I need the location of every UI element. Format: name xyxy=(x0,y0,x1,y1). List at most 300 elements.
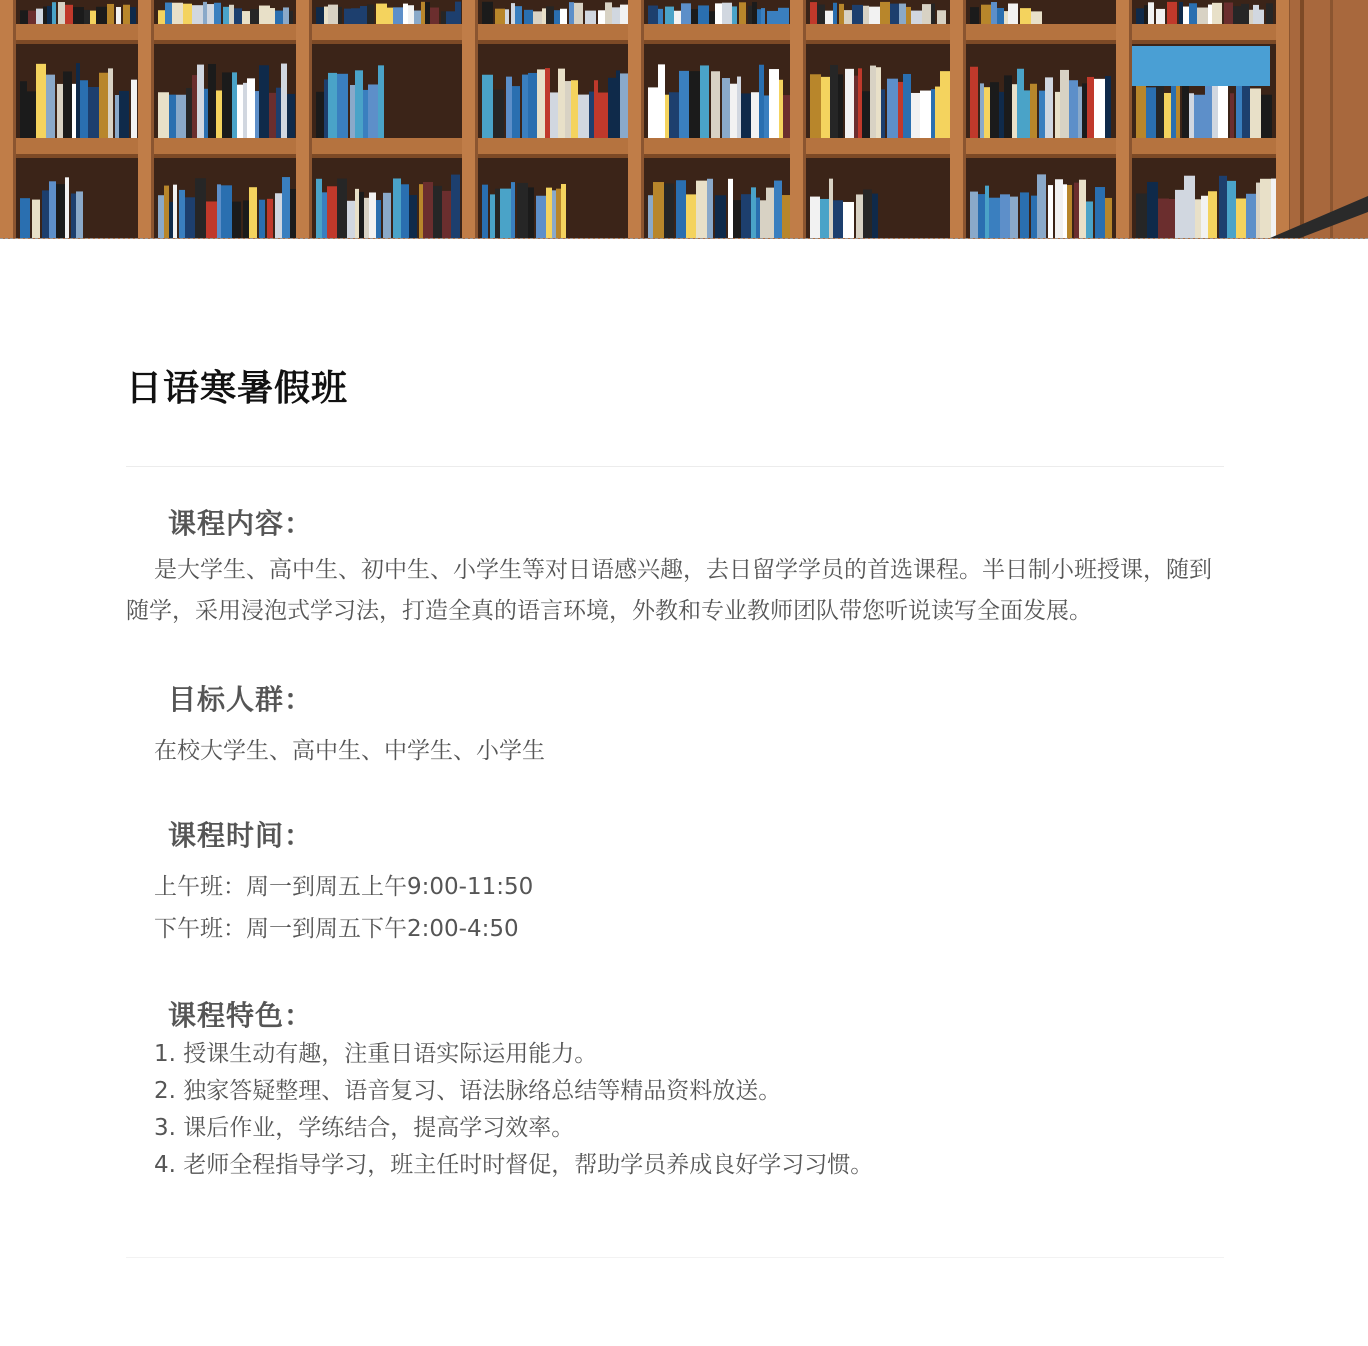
book-spine xyxy=(935,87,940,138)
book-spine xyxy=(195,178,206,238)
book-spine xyxy=(872,194,878,238)
book-spine xyxy=(255,91,259,138)
book-spine xyxy=(691,9,698,24)
book-spine xyxy=(709,11,715,24)
book-spine xyxy=(1055,92,1060,138)
book-spine xyxy=(347,201,355,238)
book-spine xyxy=(316,92,324,138)
book-spine xyxy=(761,8,765,24)
book-spine xyxy=(858,68,862,138)
book-spine xyxy=(131,80,137,138)
book-spine xyxy=(1045,77,1053,138)
book-spine xyxy=(1094,79,1105,138)
shelf-board-shadow xyxy=(0,154,1368,158)
book-spine xyxy=(1030,84,1037,138)
hero-bookshelf-image xyxy=(0,0,1368,239)
book-spine xyxy=(222,72,232,138)
book-spine xyxy=(115,95,119,138)
book-spine xyxy=(123,5,130,24)
book-spine xyxy=(558,69,565,138)
book-spine xyxy=(722,3,732,24)
shelf-divider-shadow xyxy=(475,0,478,238)
book-spine xyxy=(1078,87,1082,138)
book-spine xyxy=(616,70,620,138)
book-spine xyxy=(589,92,594,138)
book-spine xyxy=(1004,75,1012,138)
book-spine xyxy=(46,75,55,138)
book-spine xyxy=(322,192,327,238)
book-spine xyxy=(169,202,173,238)
book-spine xyxy=(1020,192,1029,238)
book-spine xyxy=(281,64,287,138)
book-spine xyxy=(414,11,421,24)
side-wall-grain xyxy=(1300,0,1304,238)
book-spine xyxy=(728,179,733,238)
book-spine xyxy=(1105,76,1111,138)
book-spine xyxy=(1260,179,1271,238)
book-spine xyxy=(1167,2,1177,24)
book-spine xyxy=(324,7,328,24)
book-spine xyxy=(116,7,121,24)
book-spine xyxy=(324,79,328,138)
book-spine xyxy=(1105,198,1112,238)
book-spine xyxy=(393,178,401,238)
book-spine xyxy=(546,188,552,238)
book-spine xyxy=(1055,179,1063,238)
shelf-divider-shadow xyxy=(803,0,806,238)
book-spine xyxy=(1176,78,1180,138)
book-spine xyxy=(598,93,608,138)
book-spine xyxy=(533,11,542,24)
book-spine xyxy=(214,3,221,24)
book-spine xyxy=(1233,6,1241,24)
book-spine xyxy=(752,2,757,24)
book-spine xyxy=(20,198,30,238)
book-spine xyxy=(408,5,414,24)
book-spine xyxy=(355,189,359,238)
book-spine xyxy=(810,2,817,24)
book-spine xyxy=(192,5,203,24)
book-spine xyxy=(839,4,844,24)
book-spine xyxy=(337,179,347,238)
book-spine xyxy=(1194,95,1205,138)
book-spine xyxy=(493,90,504,138)
book-spine xyxy=(130,7,136,24)
book-spine xyxy=(700,65,709,138)
book-spine xyxy=(739,2,746,24)
book-spine xyxy=(1136,84,1146,138)
book-spine xyxy=(1230,93,1234,138)
book-spine xyxy=(259,65,269,138)
book-spine xyxy=(715,3,722,24)
book-spine xyxy=(282,177,290,238)
book-spine xyxy=(608,78,616,138)
book-spine xyxy=(545,68,550,138)
book-spine xyxy=(1179,2,1183,24)
book-spine xyxy=(869,7,880,24)
book-spine xyxy=(911,93,920,138)
book-spine xyxy=(1012,84,1017,138)
book-spine xyxy=(522,75,528,138)
book-spine xyxy=(65,177,69,238)
book-spine xyxy=(32,200,40,238)
book-spine xyxy=(387,8,393,24)
book-spine xyxy=(234,8,242,24)
book-spine xyxy=(1261,95,1272,138)
book-spine xyxy=(612,7,620,24)
schedule-afternoon: 下午班：周一到周五下午2:00-4:50 xyxy=(154,916,519,942)
book-spine xyxy=(442,191,451,238)
book-spine xyxy=(1147,182,1158,238)
book-spine xyxy=(1087,77,1094,138)
book-spine xyxy=(676,180,686,238)
book-spine xyxy=(876,67,881,138)
book-spine xyxy=(355,70,363,138)
book-spine xyxy=(378,65,384,138)
book-spine xyxy=(1031,11,1042,24)
section-title-audience: 目标人群： xyxy=(168,683,314,716)
book-spine xyxy=(989,198,1000,238)
book-spine xyxy=(423,182,433,238)
book-spine xyxy=(344,9,351,24)
book-spine xyxy=(940,71,951,138)
book-spine xyxy=(186,88,192,138)
book-spine xyxy=(76,63,80,138)
book-spine xyxy=(52,2,56,24)
shelf-board-shadow xyxy=(0,40,1368,44)
book-spine xyxy=(350,85,355,138)
book-spine xyxy=(737,77,741,138)
book-spine xyxy=(1259,10,1264,24)
book-spine xyxy=(1031,196,1037,238)
book-spine xyxy=(369,192,376,238)
book-spine xyxy=(337,74,348,138)
book-spine xyxy=(843,202,854,238)
book-spine xyxy=(1024,90,1030,138)
book-spine xyxy=(1218,80,1228,138)
book-spine xyxy=(351,8,360,24)
book-spine xyxy=(569,2,574,24)
book-spine xyxy=(276,88,281,138)
book-spine xyxy=(49,181,56,238)
book-spine xyxy=(748,6,752,24)
book-spine xyxy=(316,179,322,238)
book-spine xyxy=(1236,78,1242,138)
section-title-features: 课程特色： xyxy=(168,999,314,1032)
book-spine xyxy=(328,73,337,138)
book-spine xyxy=(779,80,783,138)
book-spine xyxy=(1219,176,1227,238)
book-spine xyxy=(1256,183,1260,238)
book-spine xyxy=(20,81,27,138)
book-spine xyxy=(500,189,511,238)
book-spine xyxy=(674,11,681,24)
book-spine xyxy=(571,80,578,138)
book-spine xyxy=(1156,9,1165,24)
book-spine xyxy=(730,84,737,138)
book-spine xyxy=(20,10,28,24)
book-spine xyxy=(1060,70,1069,138)
book-spine xyxy=(1195,199,1201,238)
list-item: 1. 授课生动有趣，注重日语实际运用能力。 xyxy=(154,1041,598,1067)
book-spine xyxy=(769,69,779,138)
book-spine xyxy=(1069,80,1078,138)
book-spine xyxy=(903,74,911,138)
book-spine xyxy=(99,73,108,138)
book-spine xyxy=(757,9,761,24)
book-spine xyxy=(550,92,558,138)
book-spine xyxy=(821,77,830,138)
book-spine xyxy=(1067,185,1072,238)
book-spine xyxy=(537,69,545,138)
book-spine xyxy=(922,4,931,24)
book-spine xyxy=(1063,184,1067,238)
book-spine xyxy=(997,8,1004,24)
book-spine xyxy=(275,11,283,24)
page-title: 日语寒暑假班 xyxy=(126,368,349,409)
book-spine xyxy=(506,77,512,138)
book-spine xyxy=(338,7,342,24)
book-spine xyxy=(204,89,208,138)
book-spine xyxy=(991,2,997,24)
book-spine xyxy=(172,3,183,24)
book-spine xyxy=(275,193,282,238)
book-spine xyxy=(733,200,741,238)
book-spine xyxy=(192,75,197,138)
book-spine xyxy=(1136,193,1147,238)
book-spine xyxy=(980,83,984,138)
book-spine xyxy=(217,184,221,238)
book-spine xyxy=(854,76,858,138)
book-spine xyxy=(759,65,764,138)
book-spine xyxy=(732,6,737,24)
title-divider xyxy=(126,466,1224,467)
section-title-schedule: 课程时间： xyxy=(168,819,314,852)
book-spine xyxy=(862,91,870,138)
book-spine xyxy=(401,184,409,238)
book-spine xyxy=(1086,201,1093,238)
book-spine xyxy=(360,6,367,24)
book-spine xyxy=(57,84,63,138)
book-spine xyxy=(565,81,571,138)
book-spine xyxy=(574,3,583,24)
book-spine xyxy=(978,194,985,238)
shelf-divider-shadow xyxy=(1129,0,1132,238)
book-spine xyxy=(1208,191,1217,238)
book-spine xyxy=(1250,88,1261,138)
book-spine xyxy=(911,11,922,24)
book-spine xyxy=(984,87,990,138)
book-spine xyxy=(1224,2,1233,24)
book-spine xyxy=(511,3,515,24)
book-spine xyxy=(176,95,186,138)
book-spine xyxy=(1008,3,1018,24)
book-spine xyxy=(1156,84,1164,138)
book-spine xyxy=(1184,176,1195,238)
book-spine xyxy=(585,11,596,24)
book-spine xyxy=(90,11,96,24)
book-spine xyxy=(511,182,515,238)
book-spine xyxy=(446,11,455,24)
book-spine xyxy=(216,90,222,138)
book-spine xyxy=(556,189,561,238)
book-spine xyxy=(165,3,172,24)
book-spine xyxy=(1148,2,1154,24)
shelf-divider-shadow xyxy=(963,0,966,238)
schedule-morning: 上午班：周一到周五上午9:00-11:50 xyxy=(154,874,534,900)
book-spine xyxy=(751,187,756,238)
book-spine xyxy=(1197,8,1208,24)
book-spine xyxy=(1146,87,1156,138)
book-spine xyxy=(364,198,369,238)
book-spine xyxy=(669,92,679,138)
book-spine xyxy=(289,11,293,24)
book-spine xyxy=(664,183,674,238)
book-spine xyxy=(767,11,778,24)
shelf-divider-shadow xyxy=(641,0,644,238)
book-spine xyxy=(1201,196,1208,238)
book-spine xyxy=(844,10,852,24)
book-spine xyxy=(232,72,237,138)
book-spine xyxy=(825,11,833,24)
book-spine xyxy=(515,6,522,24)
book-spine xyxy=(760,200,766,238)
book-spine xyxy=(242,11,250,24)
book-spine xyxy=(259,200,265,238)
book-spine xyxy=(686,194,696,238)
book-spine xyxy=(999,92,1004,138)
book-spine xyxy=(810,74,821,138)
book-spine xyxy=(1183,7,1189,24)
book-spine xyxy=(778,8,789,24)
book-spine xyxy=(1164,93,1171,138)
book-spine xyxy=(546,6,554,24)
book-spine xyxy=(1004,11,1008,24)
book-spine xyxy=(1253,5,1259,24)
feature-list xyxy=(154,1036,873,1184)
book-spine xyxy=(1212,3,1222,24)
book-spine xyxy=(316,7,324,24)
book-spine xyxy=(1246,194,1256,238)
book-spine xyxy=(158,92,169,138)
book-spine xyxy=(981,5,991,24)
book-spine xyxy=(107,4,114,24)
book-spine xyxy=(63,71,72,138)
book-spine xyxy=(430,8,439,24)
book-spine xyxy=(164,186,169,238)
book-spine xyxy=(648,87,658,138)
book-spine xyxy=(376,200,381,238)
list-item: 4. 老师全程指导学习，班主任时时督促，帮助学员养成良好学习习惯。 xyxy=(154,1152,874,1178)
lit-cubby xyxy=(1128,46,1270,86)
book-spine xyxy=(84,10,90,24)
book-spine xyxy=(931,89,935,138)
shelf-divider-shadow xyxy=(309,0,312,238)
book-spine xyxy=(269,93,276,138)
book-spine xyxy=(561,184,566,238)
book-spine xyxy=(169,95,176,138)
book-spine xyxy=(920,91,931,138)
book-spine xyxy=(421,2,425,24)
book-spine xyxy=(232,202,241,238)
book-spine xyxy=(833,200,843,238)
section-body-audience: 在校大学生、高中生、中学生、小学生 xyxy=(154,738,545,764)
book-spine xyxy=(27,91,36,138)
book-spine xyxy=(197,65,204,138)
book-spine xyxy=(937,10,946,24)
book-spine xyxy=(620,73,628,138)
book-spine xyxy=(1017,69,1024,138)
book-spine xyxy=(970,7,979,24)
book-spine xyxy=(1037,174,1046,238)
book-spine xyxy=(119,91,129,138)
book-spine xyxy=(237,85,243,138)
book-spine xyxy=(376,4,387,24)
book-spine xyxy=(517,183,528,238)
book-spine xyxy=(756,198,760,238)
book-spine xyxy=(482,185,488,238)
book-spine xyxy=(1039,91,1045,138)
book-spine xyxy=(870,66,876,138)
book-spine xyxy=(1236,198,1246,238)
book-spine xyxy=(65,5,73,24)
book-spine xyxy=(1144,5,1148,24)
book-spine xyxy=(665,7,674,24)
book-spine xyxy=(359,192,364,238)
book-spine xyxy=(820,199,829,238)
book-spine xyxy=(158,10,165,24)
book-spine xyxy=(208,64,216,138)
book-spine xyxy=(76,191,83,238)
book-spine xyxy=(1241,4,1249,24)
book-spine xyxy=(1242,77,1250,138)
book-spine xyxy=(766,188,774,238)
book-spine xyxy=(560,9,567,24)
book-spine xyxy=(1189,93,1194,138)
book-spine xyxy=(931,4,935,24)
book-spine xyxy=(741,93,751,138)
book-spine xyxy=(441,11,446,24)
book-spine xyxy=(207,4,214,24)
book-spine xyxy=(833,3,837,24)
book-spine xyxy=(741,194,751,238)
book-spine xyxy=(774,181,782,238)
book-spine xyxy=(845,69,854,138)
book-spine xyxy=(482,2,493,24)
book-spine xyxy=(221,185,232,238)
book-spine xyxy=(108,68,113,138)
book-spine xyxy=(594,80,598,138)
book-spine xyxy=(36,64,46,138)
book-spine xyxy=(887,79,898,138)
book-spine xyxy=(1189,3,1197,24)
book-spine xyxy=(696,181,707,238)
book-spine xyxy=(36,9,43,24)
book-spine xyxy=(715,195,726,238)
section-title-content: 课程内容： xyxy=(168,507,314,540)
book-spine xyxy=(270,8,275,24)
book-spine xyxy=(653,182,664,238)
book-spine xyxy=(648,195,653,238)
book-spine xyxy=(223,7,229,24)
book-spine xyxy=(890,4,899,24)
book-spine xyxy=(495,189,500,238)
book-spine xyxy=(58,2,65,24)
book-spine xyxy=(247,78,255,138)
book-spine xyxy=(880,2,890,24)
book-spine xyxy=(28,11,36,24)
book-spine xyxy=(598,10,605,24)
